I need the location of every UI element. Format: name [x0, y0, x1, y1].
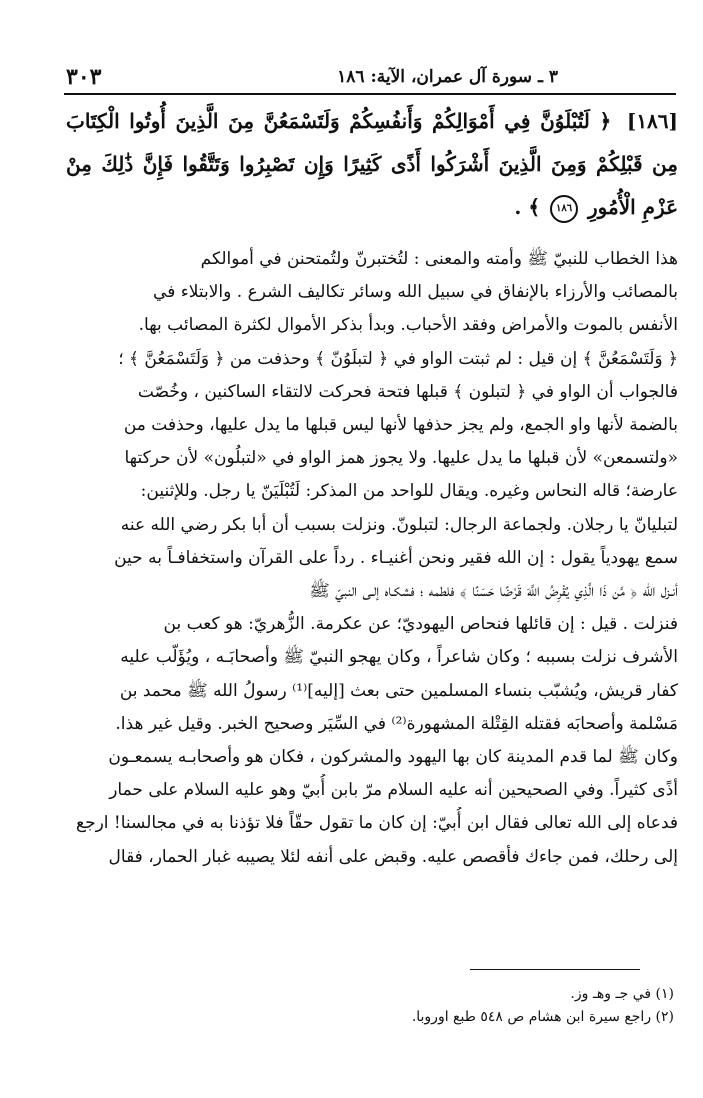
- commentary-line: مَسْلمة وأصحابَه فقتله القِتْلة المشهورة⁽²⁾ في السِّيَر وصحيح الخبر. وقيل غير هذا.: [115, 713, 678, 734]
- commentary-line: فنزلت . قيل : إن قائلها فنحاص اليهوديّ؛ عن عكرمة. الزُّهريّ: هو كعب بن: [163, 614, 678, 635]
- commentary-line: إلى رحلك، فمن جاءك فأقصص عليه. وقبض على أنفه لئلا يصيبه غبار الحمار، فقال: [108, 846, 678, 867]
- commentary-line: عارضة؛ قاله النحاس وغيره. ويقال للواحد من المذكر: لَتُبْلَيَنّ يا رجل. وللإثنين:: [140, 481, 678, 502]
- ayah-end-marker: ١٨٦: [550, 195, 578, 223]
- commentary-line: «ولتسمعن» لأن قبلها ما يدل عليها. ولا يجوز همز الواو في «لتبلُون» لأن حركتها: [124, 448, 678, 469]
- commentary-line: كفار قريش، ويُشبّب بنساء المسلمين حتى بعث [إليه]⁽¹⁾ رسولُ الله ﷺ محمد بن: [119, 680, 678, 701]
- commentary-body: [66, 243, 678, 874]
- page-number: ٣٠٣: [66, 64, 102, 90]
- footnote-1: (١) في جـ وهـ وز.: [570, 986, 674, 1002]
- quran-verse: [66, 100, 678, 229]
- footnote-2: (٢) راجع سيرة ابن هشام ص ٥٤٨ طبع اوروبا.: [411, 1009, 674, 1025]
- commentary-line: ﴿ وَلَتَسْمَعُنَّ ﴾ إن قيل : لم ثبتت الواو في ﴿ لتبلَوُنّ ﴾ وحذفت من ﴿ وَلَتَسْمَعُنَّ ﴾ ؛: [118, 348, 678, 369]
- verse-number: [١٨٦]: [626, 109, 679, 133]
- commentary-line: فالجواب أن الواو في ﴿ لتبلون ﴾ قبلها فتحة فحركت لالتقاء الساكنين ، وخُصّت: [137, 381, 678, 402]
- commentary-line: بالمصائب والأرزاء بالإنفاق في سبيل الله وسائر تكاليف الشرع . والابتلاء في: [153, 282, 678, 303]
- verse-closing: ﴾ .: [514, 195, 541, 219]
- commentary-line: أذًى كثيراً. وفي الصحيحين أنه عليه السلام مرّ بابن أُبيّ وهو عليه السلام على حمار: [109, 780, 678, 801]
- commentary-line: هذا الخطاب للنبيّ ﷺ وأمته والمعنى : لتُختبرنّ ولتُمتحنن في أموالكم: [200, 249, 678, 269]
- verse-text: ﴿ لَتُبْلَوُنَّ فِي أَمْوَالِكُمْ وَأَنفُسِكُمْ وَلَتَسْمَعُنَّ مِنَ الَّذِينَ أُوتُوا الْكِتَابَ مِن قَبْلِكُمْ وَمِنَ الَّذِينَ أَشْرَكُوا أَذًى كَثِيرًا وَإِن تَصْبِرُوا وَتَتَّقُوا فَإِنَّ ذَٰلِكَ مِنْ عَزْمِ الْأُمُورِ: [66, 109, 678, 219]
- page-header: [66, 62, 676, 92]
- commentary-line: بالضمة لأنها واو الجمع، ولم يجز حذفها لأنها ليس قبلها ما يدل عليها، وحذفت من: [123, 415, 678, 436]
- commentary-line: لتبليانّ يا رجلان. ولجماعة الرجال: لتبلونّ. ونزلت بسبب أن أبا بكر رضي الله عنه: [120, 514, 678, 535]
- footnote-rule: [470, 969, 640, 970]
- commentary-line: سمع يهودياً يقول : إن الله فقير ونحن أغنيـاء . رداً على القرآن واستخفافـاً به حين: [114, 547, 678, 568]
- header-rule: [64, 93, 676, 95]
- commentary-line: فدعاه إلى الله تعالى فقال ابن أُبيّ: إن كان ما تقول حقّاً فلا تؤذنا به في مجالسنا! ارجع: [76, 813, 678, 834]
- running-title: ٣ ـ سورة آل عمران، الآية: ١٨٦: [337, 67, 558, 87]
- footnotes: [66, 983, 674, 1029]
- commentary-line: أنـزل الله ﴿ مَّن ذَا الَّذِي يُقْرِضُ اللَّهَ قَرْضًا حَسَنًا ﴾ فلطمه ؛ فشكـاه إلـى النبيّ ﷺ: [309, 581, 678, 602]
- commentary-line: وكان ﷺ لما قدم المدينة كان بها اليهود والمشركون ، فكان هو وأصحابـه يسمعـون: [108, 747, 678, 768]
- commentary-line: الأنفس بالموت والأمراض وفقد الأحباب. وبدأ بذكر الأموال لكثرة المصائب بها.: [138, 315, 678, 336]
- commentary-line: الأشرف نزلت بسببه ؛ وكان شاعراً ، وكان يهجو النبيّ ﷺ وأصحابَـه ، ويُؤَلّب عليه: [120, 647, 678, 668]
